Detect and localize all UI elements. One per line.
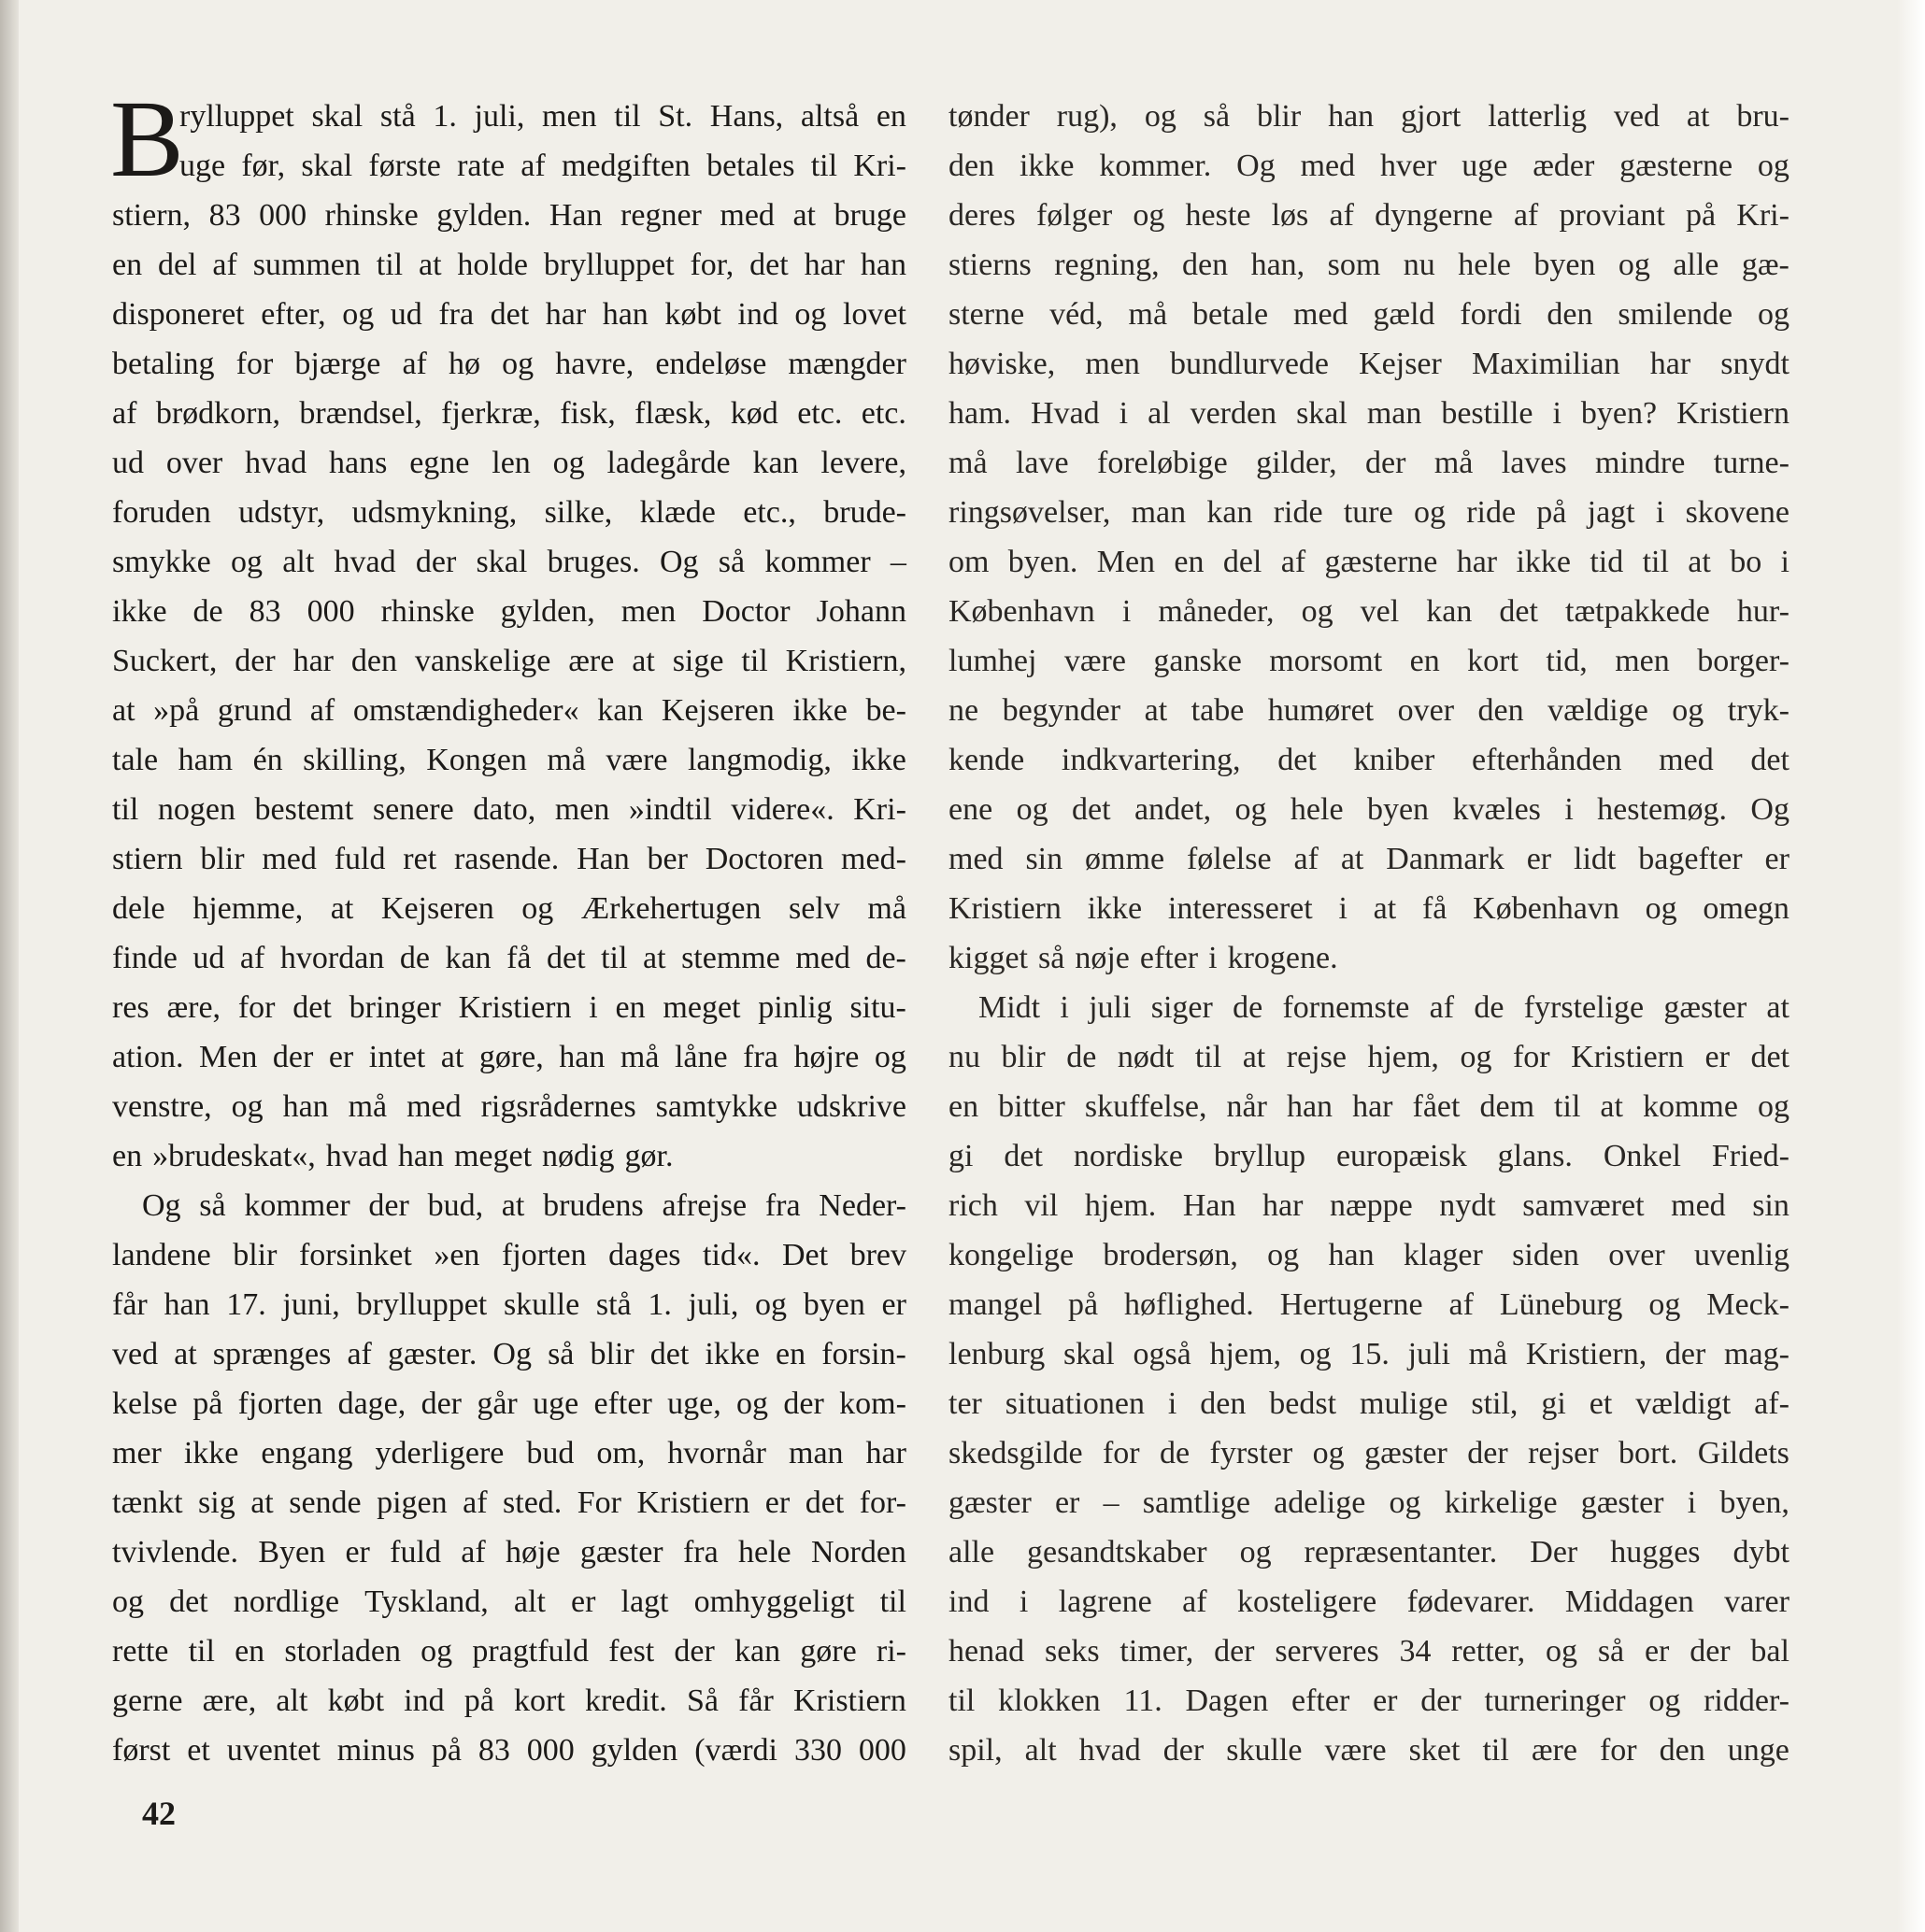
text-line: mangel på høflighed. Hertugerne af Lüneburg og Meck- [948, 1287, 1790, 1322]
text-line: nu blir de nødt til at rejse hjem, og for Kristiern er det [948, 1040, 1790, 1074]
text-line: gi det nordiske bryllup europæisk glans. Onkel Fried- [948, 1139, 1790, 1173]
text-line: den ikke kommer. Og med hver uge æder gæsterne og [948, 149, 1790, 183]
drop-cap: B [110, 78, 184, 200]
text-line: mer ikke engang yderligere bud om, hvornår man har [112, 1436, 906, 1470]
text-line: stiern, 83 000 rhinske gylden. Han regner med at bruge [112, 198, 906, 233]
text-line: alle gesandtskaber og repræsentanter. Der hugges dybt [948, 1535, 1790, 1570]
text-line: tvivlende. Byen er fuld af høje gæster fra hele Norden [112, 1535, 906, 1570]
text-line: ikke de 83 000 rhinske gylden, men Doctor Johann [112, 594, 906, 629]
text-line: gæster er – samtlige adelige og kirkelige gæster i byen, [948, 1485, 1790, 1520]
text-line: kongelige brodersøn, og han klager siden over uvenlig [948, 1238, 1790, 1272]
text-line: Midt i juli siger de fornemste af de fyrstelige gæster at [978, 990, 1790, 1025]
text-line: Kristiern ikke interesseret i at få København og omegn [948, 891, 1790, 926]
text-line: ene og det andet, og hele byen kvæles i hestemøg. Og [948, 792, 1790, 827]
text-line: finde ud af hvordan de kan få det til at stemme med de- [112, 941, 906, 975]
text-line: en del af summen til at holde brylluppet for, det har han [112, 248, 906, 282]
text-line: ind i lagrene af kosteligere fødevarer. Middagen varer [948, 1584, 1790, 1619]
text-line: til nogen bestemt senere dato, men »indtil videre«. Kri- [112, 792, 906, 827]
left-text-column [110, 78, 906, 1775]
text-line: landene blir forsinket »en fjorten dages tid«. Det brev [112, 1238, 906, 1272]
text-line: stiern blir med fuld ret rasende. Han ber Doctoren med- [112, 842, 906, 876]
text-line: venstre, og han må med rigsrådernes samtykke udskrive [112, 1089, 906, 1124]
text-line: smykke og alt hvad der skal bruges. Og så kommer – [112, 545, 906, 579]
text-line: spil, alt hvad der skulle være sket til ære for den unge [948, 1733, 1790, 1768]
text-line: henad seks timer, der serveres 34 retter, og så er der bal [948, 1634, 1790, 1669]
text-line: en »brudeskat«, hvad han meget nødig gør. [112, 1139, 674, 1173]
text-line: sterne véd, må betale med gæld fordi den smilende og [948, 297, 1790, 332]
text-line: må lave foreløbige gilder, der må laves mindre turne- [948, 446, 1790, 480]
text-line: til klokken 11. Dagen efter er der turneringer og ridder- [948, 1683, 1790, 1718]
text-line: dele hjemme, at Kejseren og Ærkehertugen selv må [112, 891, 906, 926]
text-line: gerne ære, alt købt ind på kort kredit. Så får Kristiern [112, 1683, 906, 1718]
text-line: lenburg skal også hjem, og 15. juli må Kristiern, der mag- [948, 1337, 1790, 1371]
text-line: foruden udstyr, udsmykning, silke, klæde etc., brude- [112, 495, 906, 530]
text-line: Suckert, der har den vanskelige ære at sige til Kristiern, [112, 644, 906, 678]
text-line: kende indkvartering, det kniber efterhånden med det [948, 743, 1790, 777]
book-gutter [0, 0, 19, 1932]
right-text-column [948, 92, 1790, 1775]
text-line: ham. Hvad i al verden skal man bestille i byen? Kristiern [948, 396, 1790, 431]
text-line: disponeret efter, og ud fra det har han købt ind og lovet [112, 297, 906, 332]
text-line: rich vil hjem. Han har næppe nydt samværet med sin [948, 1188, 1790, 1223]
text-line: rette til en storladen og pragtfuld fest der kan gøre ri- [112, 1634, 906, 1669]
text-line: af brødkorn, brændsel, fjerkræ, fisk, flæsk, kød etc. etc. [112, 396, 906, 431]
page-edge [1897, 0, 1925, 1932]
text-line: og det nordlige Tyskland, alt er lagt omhyggeligt til [112, 1584, 906, 1619]
text-line: om byen. Men en del af gæsterne har ikke tid til at bo i [948, 545, 1790, 579]
text-line: at »på grund af omstændigheder« kan Kejseren ikke be- [112, 693, 906, 728]
text-line: rylluppet skal stå 1. juli, men til St. Hans, altså en [179, 99, 906, 134]
text-line: uge før, skal første rate af medgiften betales til Kri- [179, 149, 906, 183]
text-line: ud over hvad hans egne len og ladegårde kan levere, [112, 446, 906, 480]
page-number: 42 [142, 1795, 176, 1832]
text-line: ved at sprænges af gæster. Og så blir det ikke en forsin- [112, 1337, 906, 1371]
text-line: skedsgilde for de fyrster og gæster der rejser bort. Gildets [948, 1436, 1790, 1470]
text-line: først et uventet minus på 83 000 gylden (værdi 330 000 [112, 1733, 906, 1768]
text-line: med sin ømme følelse af at Danmark er lidt bagefter er [948, 842, 1790, 876]
text-line: Og så kommer der bud, at brudens afrejse fra Neder- [142, 1188, 906, 1223]
text-line: res ære, for det bringer Kristiern i en meget pinlig situ- [112, 990, 906, 1025]
text-line: tale ham én skilling, Kongen må være langmodig, ikke [112, 743, 906, 777]
text-line: København i måneder, og vel kan det tætpakkede hur- [948, 594, 1790, 629]
text-line: kigget så nøje efter i krogene. [948, 941, 1338, 975]
text-line: ter situationen i den bedst mulige stil, gi et vældigt af- [948, 1386, 1790, 1421]
text-line: høviske, men bundlurvede Kejser Maximilian har snydt [948, 347, 1790, 381]
text-line: tønder rug), og så blir han gjort latterlig ved at bru- [948, 99, 1790, 134]
text-line: får han 17. juni, brylluppet skulle stå 1. juli, og byen er [112, 1287, 906, 1322]
text-line: ne begynder at tabe humøret over den vældige og tryk- [948, 693, 1790, 728]
text-line: betaling for bjærge af hø og havre, endeløse mængder [112, 347, 906, 381]
text-line: ringsøvelser, man kan ride ture og ride på jagt i skovene [948, 495, 1790, 530]
text-line: en bitter skuffelse, når han har fået dem til at komme og [948, 1089, 1790, 1124]
text-line: stierns regning, den han, som nu hele byen og alle gæ- [948, 248, 1790, 282]
text-line: ation. Men der er intet at gøre, han må låne fra højre og [112, 1040, 906, 1074]
text-line: deres følger og heste løs af dyngerne af proviant på Kri- [948, 198, 1790, 233]
text-line: lumhej være ganske morsomt en kort tid, men borger- [948, 644, 1790, 678]
text-line: kelse på fjorten dage, der går uge efter uge, og der kom- [112, 1386, 906, 1421]
text-line: tænkt sig at sende pigen af sted. For Kristiern er det for- [112, 1485, 906, 1520]
